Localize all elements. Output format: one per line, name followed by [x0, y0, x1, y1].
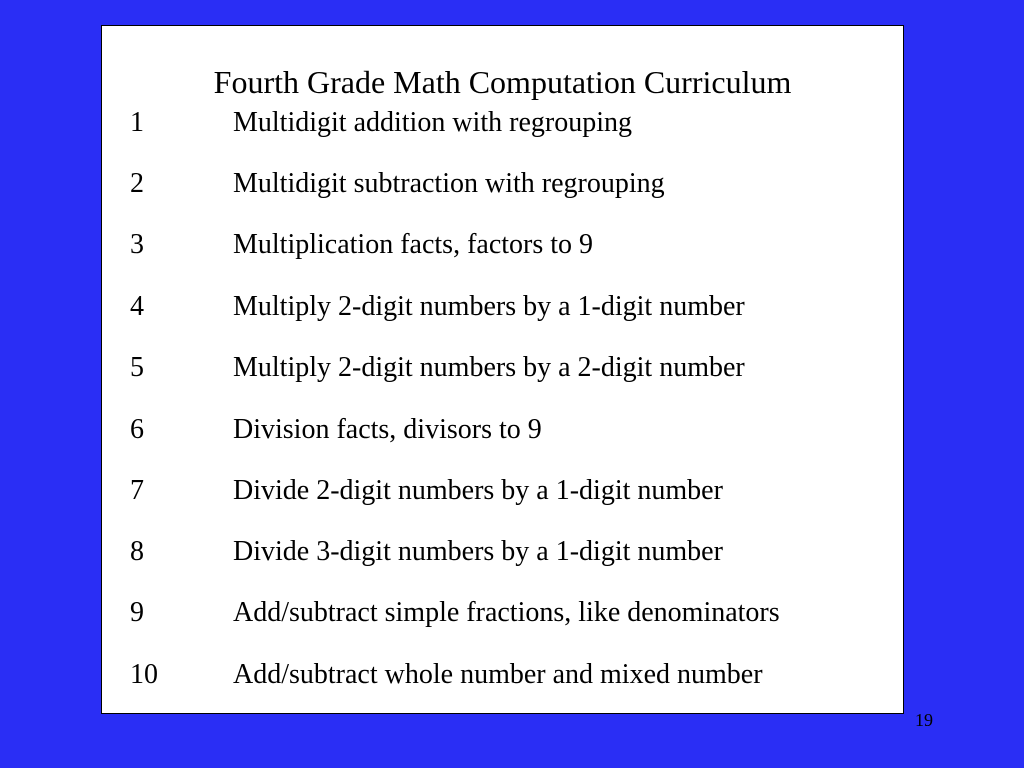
item-number: 9 — [130, 597, 144, 628]
slide-number: 19 — [915, 710, 933, 730]
list-item — [102, 412, 903, 448]
list-item — [102, 289, 903, 325]
item-text: Multiply 2-digit numbers by a 2-digit number — [233, 352, 745, 383]
item-number: 3 — [130, 229, 144, 260]
list-item — [102, 595, 903, 631]
list-item — [102, 105, 903, 141]
item-text: Multiplication facts, factors to 9 — [233, 229, 594, 260]
item-number: 7 — [130, 475, 144, 506]
item-text: Multidigit subtraction with regrouping — [233, 168, 665, 199]
item-text: Add/subtract whole number and mixed number — [233, 659, 763, 690]
list-item — [102, 473, 903, 509]
item-number: 8 — [130, 536, 144, 567]
item-text: Multidigit addition with regrouping — [233, 107, 632, 138]
item-number: 2 — [130, 168, 144, 199]
list-item — [102, 534, 903, 570]
list-item — [102, 657, 903, 693]
item-text: Division facts, divisors to 9 — [233, 414, 542, 445]
list-item — [102, 350, 903, 386]
slide-title: Fourth Grade Math Computation Curriculum — [213, 64, 792, 100]
item-number: 5 — [130, 352, 144, 383]
list-item — [102, 166, 903, 202]
item-text: Multiply 2-digit numbers by a 1-digit number — [233, 291, 745, 322]
item-number: 6 — [130, 414, 144, 445]
list-item — [102, 227, 903, 263]
curriculum-box — [101, 25, 904, 714]
curriculum-list — [102, 26, 903, 713]
item-number: 1 — [130, 107, 144, 138]
item-text: Add/subtract simple fractions, like denominators — [233, 597, 780, 628]
item-number: 10 — [130, 659, 158, 690]
item-number: 4 — [130, 291, 144, 322]
item-text: Divide 3-digit numbers by a 1-digit number — [233, 536, 723, 567]
item-text: Divide 2-digit numbers by a 1-digit number — [233, 475, 723, 506]
